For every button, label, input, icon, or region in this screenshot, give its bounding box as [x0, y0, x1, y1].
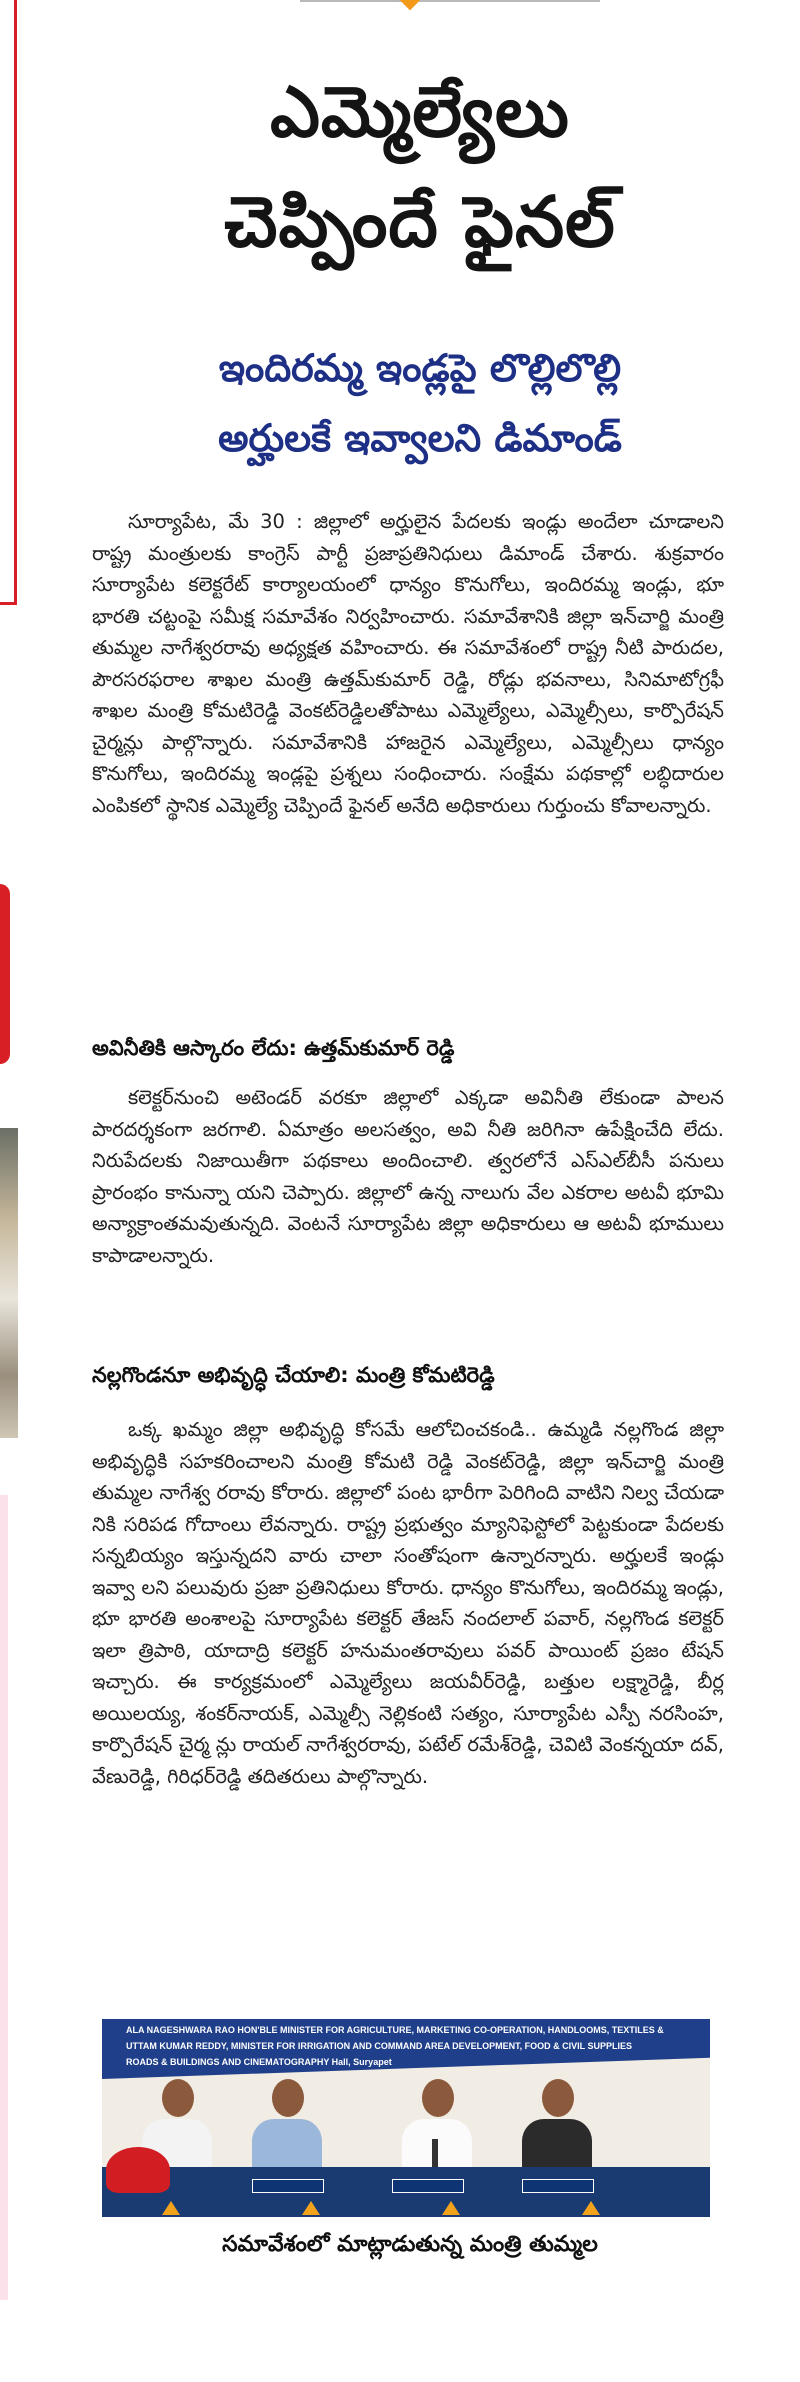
flower-bouquet: [106, 2147, 170, 2193]
adjacent-article-frame: [0, 0, 17, 605]
banner-text-3: ROADS & BUILDINGS AND CINEMATOGRAPHY Hall, Suryapet: [126, 2057, 392, 2067]
lamp-decoration: [582, 2201, 600, 2215]
name-plate: [392, 2179, 464, 2193]
paragraph-text: సూర్యాపేట, మే 30 : జిల్లాలో అర్హులైన పేదలకు ఇండ్లు అందేలా చూడాలని రాష్ట్ర మంత్రులకు కాంగ్రెస్ పార్టీ ప్రజాప్రతినిధులు డిమాండ్ చేశారు. శుక్రవారం సూర్యాపేట కలెక్టరేట్ కార్యాలయంలో ధాన్యం కొనుగోలు, ఇందిరమ్మ ఇండ్లు, భూ భారతి చట్టంపై సమీక్ష సమావేశం నిర్వహించారు. సమావేశానికి జిల్లా ఇన్‌చార్జి మంత్రి తుమ్మల నాగేశ్వరరావు అధ్యక్షత వహించారు. ఈ సమావేశంలో రాష్ట్ర నీటి పారుదల, పౌరసరఫరాల శాఖల మంత్రి ఉత్తమ్‌కుమార్ రెడ్డి, రోడ్లు భవనాలు, సినిమాటోగ్రఫీ శాఖల మంత్రి కోమటిరెడ్డి వెంకట్‌రెడ్డిలతోపాటు ఎమ్మెల్యేలు, ఎమ్మెల్సీలు, కార్పొరేషన్ చైర్మన్లు పాల్గొన్నారు. సమావేశానికి హాజరైన ఎమ్మెల్యేలు, ఎమ్మెల్సీలు ధాన్యం కొనుగోలు, ఇందిరమ్మ ఇండ్లపై ప్రశ్నలు సంధించారు. సంక్షేమ పథకాల్లో లబ్ధిదారుల ఎంపికలో స్థానిక ఎమ్మెల్యే చెప్పిందే ఫైనల్ అనేది అధికారులు గుర్తుంచు కోవాలన్నారు.: [92, 510, 724, 817]
subheadline-line-1: ఇందిరమ్మ ఇండ్లపై లొల్లిలొల్లి: [218, 346, 622, 390]
adjacent-article-panel: [0, 1495, 8, 2300]
section-heading-2: నల్లగొండనూ అభివృద్ధి చేయాలి: మంత్రి కోమటిరెడ్డి: [92, 1363, 495, 1387]
banner-text-2: UTTAM KUMAR REDDY, MINISTER FOR IRRIGATION AND COMMAND AREA DEVELOPMENT, FOOD & CIVIL SUPPLIES: [126, 2041, 633, 2051]
name-plate: [522, 2179, 594, 2193]
banner-text-1: ALA NAGESHWARA RAO HON'BLE MINISTER FOR AGRICULTURE, MARKETING CO-OPERATION, HANDLOOMS, TEXTILES &: [126, 2025, 664, 2035]
article-paragraph-3: [92, 1414, 724, 1792]
top-ornament: [399, 0, 422, 10]
lamp-decoration: [302, 2201, 320, 2215]
lamp-decoration: [442, 2201, 460, 2215]
meeting-photo: [102, 2019, 710, 2217]
subheadline-line-2: అర్హులకే ఇవ్వాలని డిమాండ్: [218, 416, 622, 460]
paragraph-text: కలెక్టర్‌నుంచి అటెండర్ వరకూ జిల్లాలో ఎక్కడా అవినీతి లేకుండా పాలన పారదర్శకంగా జరగాలి. ఏమాత్రం అలసత్వం, అవి నీతి జరిగినా ఉపేక్షించేది లేదు. నిరుపేదలకు నిజాయితీగా పథకాలు అందించాలి. త్వరలోనే ఎస్ఎల్‌బీసీ పనులు ప్రారంభం కానున్నా యని చెప్పారు. జిల్లాలో ఉన్న నాలుగు వేల ఎకరాల అటవీ భూమి అన్యాక్రాంతమవుతున్నది. వెంటనే సూర్యాపేట జిల్లా అధికారులు ఆ అటవీ భూములు కాపాడాలన్నారు.: [92, 1086, 724, 1267]
photo-caption: సమావేశంలో మాట్లాడుతున్న మంత్రి తుమ్మల: [222, 2232, 598, 2257]
microphone: [432, 2139, 438, 2169]
top-divider: [300, 0, 600, 2]
adjacent-article-photo: [0, 1128, 18, 1438]
article-paragraph-1: [92, 506, 724, 821]
headline-line-2: చెప్పిందే ఫైనల్: [224, 181, 616, 263]
lamp-decoration: [162, 2201, 180, 2215]
section-heading-1: అవినీతికి ఆస్కారం లేదు: ఉత్తమ్‌కుమార్ రెడ్డి: [92, 1036, 455, 1060]
article-paragraph-2: [92, 1082, 724, 1271]
headline-line-1: ఎమ్మెల్యేలు: [270, 71, 570, 153]
paragraph-text: ఒక్క ఖమ్మం జిల్లా అభివృద్ధి కోసమే ఆలోచించకండి.. ఉమ్మడి నల్లగొండ జిల్లా అభివృద్ధికి సహకరించాలని మంత్రి కోమటి రెడ్డి వెంకట్‌రెడ్డి, జిల్లా ఇన్‌చార్జి మంత్రి తుమ్మల నాగేశ్వ రరావు కోరారు. జిల్లాలో పంట భారీగా పెరిగింది వాటిని నిల్వ చేయడా నికి సరిపడ గోదాంలు లేవన్నారు. రాష్ట్ర ప్రభుత్వం మ్యానిఫెస్టోలో పెట్టకుండా పేదలకు సన్నబియ్యం ఇస్తున్నదని వారు చాలా సంతోషంగా ఉన్నారన్నారు. అర్హులకే ఇండ్లు ఇవ్వా లని పలువురు ప్రజా ప్రతినిధులు కోరారు. ధాన్యం కొనుగోలు, ఇందిరమ్మ ఇండ్లు, భూ భారతి అంశాలపై సూర్యాపేట కలెక్టర్ తేజస్ నందలాల్ పవార్, నల్లగొండ కలెక్టర్ ఇలా త్రిపాఠి, యాదాద్రి కలెక్టర్ హనుమంతరావులు పవర్ పాయింట్ ప్రజం టేషన్ ఇచ్చారు. ఈ కార్యక్రమంలో ఎమ్మెల్యేలు జయవీర్‌రెడ్డి, బత్తుల లక్ష్మారెడ్డి, బీర్ల అయిలయ్య, శంకర్‌నాయక్, ఎమ్మెల్సీ నెల్లికంటి సత్యం, సూర్యాపేట ఎస్పీ నరసింహ, కార్పొరేషన్ చైర్మ న్లు రాయల్ నాగేశ్వరరావు, పటేల్ రమేశ్‌రెడ్డి, చెవిటి వెంకన్నయా దవ్, వేణురెడ్డి, గిరిధర్‌రెడ్డి తదితరులు పాల్గొన్నారు.: [92, 1418, 724, 1788]
name-plate: [252, 2179, 324, 2193]
adjacent-article-graphic: [0, 884, 10, 1064]
